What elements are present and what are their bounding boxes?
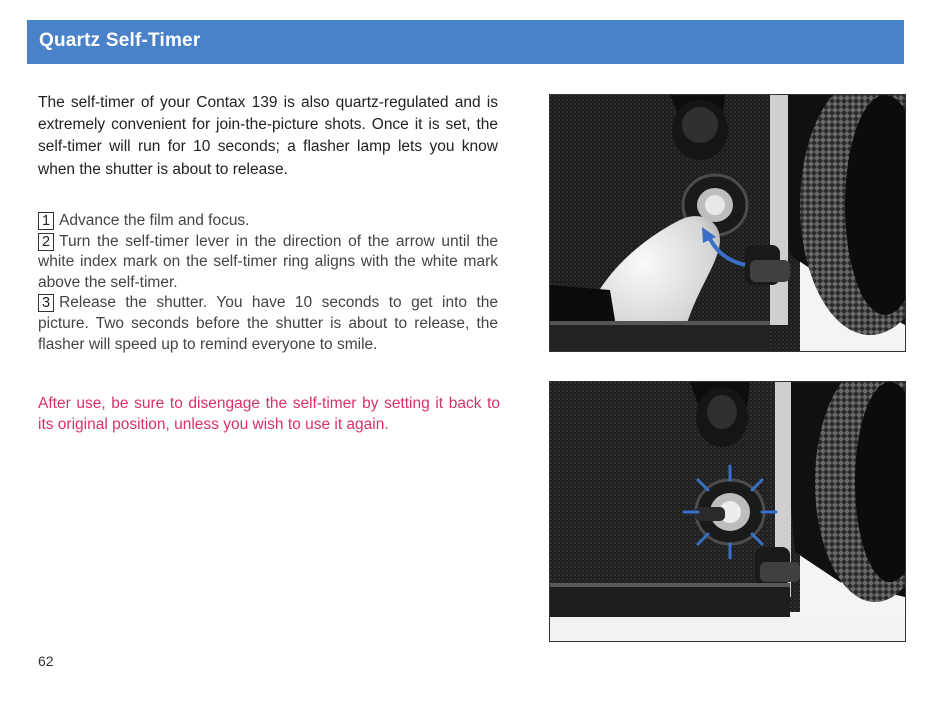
camera-photo-lever <box>549 94 906 352</box>
step-3 <box>38 293 498 355</box>
step-1 <box>38 211 498 232</box>
step-number-3: 3 <box>38 294 54 312</box>
step-number-1: 1 <box>38 212 54 230</box>
section-header-bar <box>27 20 904 64</box>
section-title: Quartz Self-Timer <box>39 30 201 51</box>
page-number: 62 <box>38 653 54 669</box>
steps-list <box>38 211 498 355</box>
intro-paragraph: The self-timer of your Contax 139 is also quartz-regulated and is extremely convenient for join-the-picture shots. Once it is set, the self-timer will run for 10 seconds; a flasher lamp lets you know when the shutter is about to release. <box>38 94 498 178</box>
step-2 <box>38 232 498 294</box>
camera-photo-flasher <box>549 381 906 642</box>
step-text-3: Release the shutter. You have 10 seconds to get into the picture. Two seconds before the shutter is about to release, the flasher will speed up to remind everyone to smile. <box>38 294 498 353</box>
warning-note: After use, be sure to disengage the self-timer by setting it back to its original position, unless you wish to use it again. <box>38 395 500 433</box>
step-text-2: Turn the self-timer lever in the direction of the arrow until the white index mark on the self-timer ring aligns with the white mark above the self-timer. <box>38 232 498 291</box>
camera-lever-illustration <box>550 95 905 351</box>
step-number-2: 2 <box>38 233 54 251</box>
step-text-1: Advance the film and focus. <box>59 212 250 229</box>
camera-flasher-illustration <box>550 382 905 641</box>
